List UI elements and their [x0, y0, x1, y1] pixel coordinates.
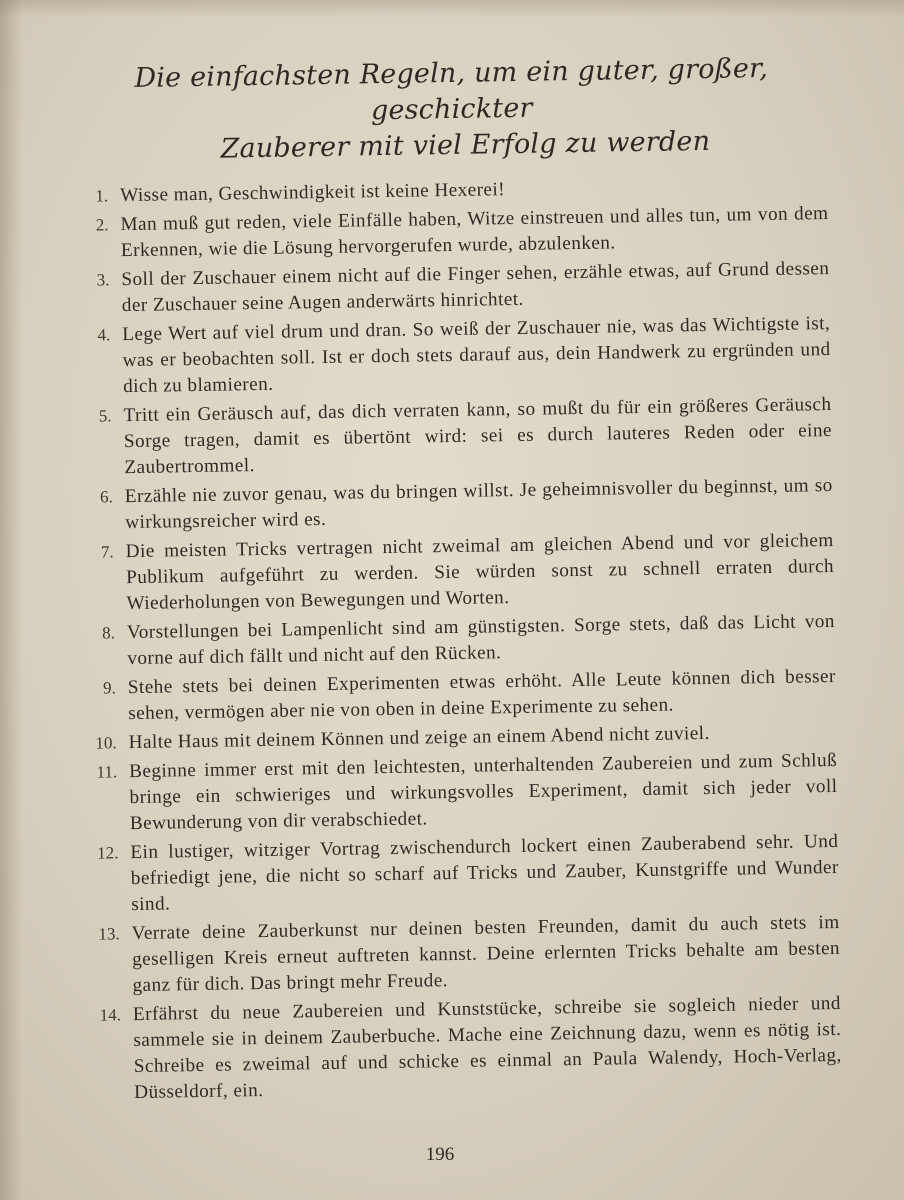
rule-number: 6.: [99, 487, 113, 507]
page-title: [66, 50, 828, 170]
rule-text: Tritt ein Geräusch auf, das dich verraten kann, so mußt du für ein größeres Geräusch Sorge tragen, damit es übertönt wird: sei es durch lauteres Reden oder eine Zaubertrommel.: [123, 394, 833, 479]
rule-number: 11.: [96, 762, 118, 782]
rule-text: Die meisten Tricks vertragen nicht zweimal am gleichen Abend und vor gleichem Publikum aufgeführt zu werden. Sie würden sonst zu schnell erraten durch Wiederholungen von Bewegungen und Worten.: [125, 530, 835, 615]
page-content: [66, 50, 842, 1110]
rule-text: Vorstellungen bei Lampenlicht sind am günstigsten. Sorge stets, daß das Licht von vorne auf dich fällt und nicht auf den Rücken.: [126, 610, 836, 670]
rule-text: Soll der Zuschauer einem nicht auf die Finger sehen, erzähle etwas, auf Grund dessen der Zuschauer seine Augen anderwärts hinrichtet.: [121, 258, 830, 317]
rule-number: 12.: [97, 843, 119, 863]
rule-text: Verrate deine Zauberkunst nur deinen besten Freunden, damit du auch stets im geselligen Kreis erneut auftreten kannst. Deine erlernten Tricks behalte am besten ganz für dich. Das bringt mehr Freude.: [131, 911, 841, 997]
rule-item-5: [71, 392, 832, 482]
rule-number: 8.: [102, 623, 116, 643]
rule-number: 10.: [95, 733, 117, 753]
rule-item-6: [73, 473, 834, 537]
rule-text: Erfährst du neue Zaubereien und Kunststücke, schreibe sie sogleich nieder und sammele sie in deinem Zauberbuche. Mache eine Zeichnung dazu, wenn es nötig ist. Schreibe es zweimal auf und schicke es einmal an Paula Walendy, Hoch-Verlag, Düsseldorf, ein.: [132, 992, 842, 1104]
rule-item-4: [70, 311, 831, 401]
rule-item-14: [81, 991, 843, 1107]
page-gutter-shadow: [0, 0, 22, 1200]
rule-text: Ein lustiger, witziger Vortrag zwischendurch lockert einen Zauberabend sehr. Und befriedigt jene, die nicht so scharf auf Tricks und Zauber, Kunstgriffe und Wunder sind.: [130, 830, 839, 916]
rule-item-7: [74, 528, 835, 618]
title-line-2: Zauberer mit viel Erfolg zu werden: [220, 125, 711, 165]
rule-number: 9.: [102, 678, 116, 698]
rule-number: 4.: [97, 325, 111, 345]
rule-text: Halte Haus mit deinem Können und zeige an einem Abend nicht zuviel.: [128, 722, 710, 754]
rule-item-3: [69, 256, 830, 320]
rule-item-13: [80, 910, 841, 1000]
rule-text: Man muß gut reden, viele Einfälle haben, Witze einstreuen und alles tun, um von dem Erkennen, wie die Lösung hervorgerufen wurde, abzulenken.: [120, 203, 829, 262]
rule-item-11: [77, 748, 838, 838]
rule-number: 7.: [100, 542, 114, 562]
rule-number: 13.: [98, 924, 120, 944]
rule-text: Lege Wert auf viel drum und dran. So weiß der Zuschauer nie, was das Wichtigste ist, was er beobachten soll. Ist er doch stets darauf aus, dein Handwerk zu ergründen und dich zu blamieren.: [122, 313, 831, 398]
rule-number: 1.: [95, 186, 109, 206]
rule-text: Wisse man, Geschwindigkeit ist keine Hexerei!: [119, 179, 506, 207]
rule-text: Stehe stets bei deinen Experimenten etwas erhöht. Alle Leute können dich besser sehen, vermögen aber nie von oben in deine Experimente zu sehen.: [127, 665, 836, 725]
rules-list: [68, 172, 842, 1107]
title-line-1: Die einfachsten Regeln, um ein guter, großer, geschickter: [134, 52, 769, 127]
rule-number: 14.: [99, 1005, 122, 1025]
rule-text: Erzähle nie zuvor genau, was du bringen willst. Je geheimnisvoller du beginnst, um so wirkungsreicher wird es.: [124, 475, 833, 534]
rule-number: 2.: [95, 215, 109, 235]
rule-item-2: [68, 201, 829, 265]
rule-item-12: [78, 829, 839, 919]
page-top-shadow: [0, 0, 904, 18]
rule-text: Beginne immer erst mit den leichtesten, unterhaltenden Zaubereien und zum Schluß bringe ein schwieriges und wirkungsvolles Experiment, damit sich jeder voll Bewunderung von dir verabschiedet.: [128, 749, 838, 835]
rule-number: 5.: [98, 406, 112, 426]
page-number: 196: [425, 1144, 455, 1165]
rule-item-8: [75, 609, 836, 673]
rule-item-9: [76, 664, 837, 728]
rule-number: 3.: [96, 270, 110, 290]
